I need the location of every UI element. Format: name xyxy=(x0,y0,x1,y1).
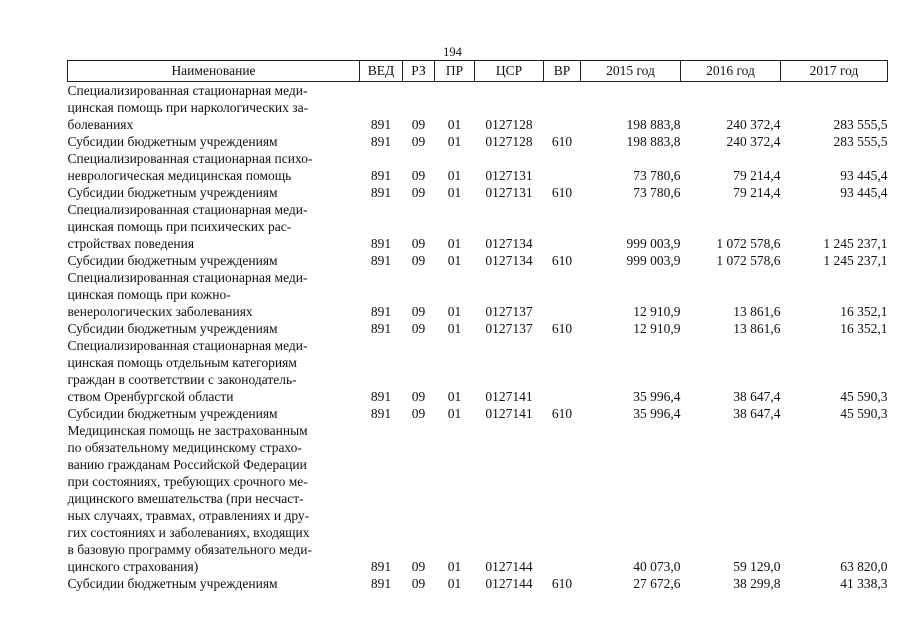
header-vr: ВР xyxy=(544,61,581,82)
row-csr: 0127137 xyxy=(485,304,533,319)
row-csr: 0127144 xyxy=(485,576,533,591)
row-2016: 79 214,4 xyxy=(733,185,781,200)
row-pr: 01 xyxy=(447,389,462,404)
row-ved: 891 xyxy=(370,134,392,149)
row-ved: 891 xyxy=(370,406,392,421)
row-vr: 610 xyxy=(551,321,573,336)
row-name: Субсидии бюджетным учреждениям xyxy=(67,576,278,591)
row-rz: 09 xyxy=(411,117,426,132)
row-2016: 13 861,6 xyxy=(733,304,781,319)
row-rz: 09 xyxy=(411,168,426,183)
row-rz: 09 xyxy=(411,321,426,336)
row-name: Субсидии бюджетным учреждениям xyxy=(67,185,278,200)
row-2016: 38 299,8 xyxy=(733,576,781,591)
row-vr: 610 xyxy=(551,134,573,149)
row-2016: 59 129,0 xyxy=(733,559,781,574)
table-row xyxy=(68,133,888,150)
row-name: Субсидии бюджетным учреждениям xyxy=(67,321,278,336)
page-number: 194 xyxy=(443,45,462,59)
table-row xyxy=(68,405,888,422)
row-2015: 35 996,4 xyxy=(633,389,681,404)
row-vr xyxy=(544,82,581,134)
row-2017: 41 338,3 xyxy=(840,576,888,591)
row-2016: 13 861,6 xyxy=(733,321,781,336)
row-2015: 12 910,9 xyxy=(633,304,681,319)
row-vr: 610 xyxy=(551,576,573,591)
row-2017: 16 352,1 xyxy=(840,321,888,336)
header-2016: 2016 год xyxy=(681,61,781,82)
row-2017: 1 245 237,1 xyxy=(823,253,888,268)
row-name: Специализированная стационарная меди- цинская помощь при наркологических за- болеваниях xyxy=(67,83,309,132)
row-rz: 09 xyxy=(411,559,426,574)
row-csr: 0127134 xyxy=(485,253,533,268)
row-name: Субсидии бюджетным учреждениям xyxy=(67,134,278,149)
row-2017: 45 590,3 xyxy=(840,406,888,421)
row-csr: 0127131 xyxy=(485,185,533,200)
row-pr: 01 xyxy=(447,576,462,591)
row-ved: 891 xyxy=(370,168,392,183)
row-csr: 0127141 xyxy=(485,406,533,421)
row-vr: 610 xyxy=(551,253,573,268)
header-2015: 2015 год xyxy=(581,61,681,82)
row-2015: 40 073,0 xyxy=(633,559,681,574)
row-vr: 610 xyxy=(551,185,573,200)
header-2017: 2017 год xyxy=(781,61,888,82)
row-ved: 891 xyxy=(370,117,392,132)
row-2015: 198 883,8 xyxy=(626,134,681,149)
row-csr: 0127141 xyxy=(485,389,533,404)
row-pr: 01 xyxy=(447,185,462,200)
table-row xyxy=(68,201,888,252)
row-2016: 38 647,4 xyxy=(733,389,781,404)
row-2017: 283 555,5 xyxy=(833,134,888,149)
table-row xyxy=(68,252,888,269)
table-body xyxy=(68,82,888,593)
row-vr xyxy=(544,337,581,405)
row-csr: 0127144 xyxy=(485,559,533,574)
row-2016: 1 072 578,6 xyxy=(716,236,781,251)
row-vr xyxy=(544,422,581,575)
row-ved: 891 xyxy=(370,304,392,319)
budget-table xyxy=(67,60,888,592)
row-rz: 09 xyxy=(411,304,426,319)
row-ved: 891 xyxy=(370,236,392,251)
row-2017: 93 445,4 xyxy=(840,185,888,200)
row-csr: 0127137 xyxy=(485,321,533,336)
table-row xyxy=(68,150,888,184)
row-2016: 240 372,4 xyxy=(726,117,781,132)
row-ved: 891 xyxy=(370,321,392,336)
row-2015: 73 780,6 xyxy=(633,185,681,200)
row-pr: 01 xyxy=(447,236,462,251)
row-ved: 891 xyxy=(370,253,392,268)
row-csr: 0127134 xyxy=(485,236,533,251)
row-2016: 240 372,4 xyxy=(726,134,781,149)
table-row xyxy=(68,82,888,134)
row-ved: 891 xyxy=(370,185,392,200)
header-name: Наименование xyxy=(68,61,360,82)
row-csr: 0127128 xyxy=(485,134,533,149)
row-name: Специализированная стационарная психо- неврологическая медицинская помощь xyxy=(67,151,313,183)
row-2016: 1 072 578,6 xyxy=(716,253,781,268)
row-csr: 0127128 xyxy=(485,117,533,132)
row-2017: 45 590,3 xyxy=(840,389,888,404)
row-rz: 09 xyxy=(411,389,426,404)
row-2017: 93 445,4 xyxy=(840,168,888,183)
row-2015: 73 780,6 xyxy=(633,168,681,183)
row-2017: 1 245 237,1 xyxy=(823,236,888,251)
row-2017: 63 820,0 xyxy=(840,559,888,574)
row-2016: 79 214,4 xyxy=(733,168,781,183)
row-2015: 27 672,6 xyxy=(633,576,681,591)
row-2015: 999 003,9 xyxy=(626,236,681,251)
row-ved: 891 xyxy=(370,389,392,404)
header-csr: ЦСР xyxy=(475,61,544,82)
row-vr xyxy=(544,201,581,252)
table-row xyxy=(68,269,888,320)
row-2016: 38 647,4 xyxy=(733,406,781,421)
row-rz: 09 xyxy=(411,185,426,200)
row-vr xyxy=(544,269,581,320)
row-rz: 09 xyxy=(411,253,426,268)
row-vr xyxy=(544,150,581,184)
row-pr: 01 xyxy=(447,321,462,336)
row-2017: 283 555,5 xyxy=(833,117,888,132)
row-name: Субсидии бюджетным учреждениям xyxy=(67,406,278,421)
row-name: Специализированная стационарная меди- цинская помощь отдельным категориям граждан в соответствии с законодатель- ством Оренбургской области xyxy=(67,338,308,404)
row-rz: 09 xyxy=(411,406,426,421)
row-2015: 198 883,8 xyxy=(626,117,681,132)
row-pr: 01 xyxy=(447,168,462,183)
row-name: Субсидии бюджетным учреждениям xyxy=(67,253,278,268)
row-pr: 01 xyxy=(447,406,462,421)
row-name: Специализированная стационарная меди- цинская помощь при кожно- венерологических заболеваниях xyxy=(67,270,308,319)
row-ved: 891 xyxy=(370,559,392,574)
row-ved: 891 xyxy=(370,576,392,591)
row-rz: 09 xyxy=(411,576,426,591)
row-pr: 01 xyxy=(447,304,462,319)
header-ved: ВЕД xyxy=(360,61,403,82)
row-name: Специализированная стационарная меди- цинская помощь при психических рас- стройствах поведения xyxy=(67,202,308,251)
table-header-row xyxy=(68,61,888,82)
row-2015: 12 910,9 xyxy=(633,321,681,336)
row-vr: 610 xyxy=(551,406,573,421)
table-row xyxy=(68,320,888,337)
row-rz: 09 xyxy=(411,134,426,149)
table-row xyxy=(68,422,888,575)
row-pr: 01 xyxy=(447,253,462,268)
header-rz: РЗ xyxy=(403,61,435,82)
row-pr: 01 xyxy=(447,117,462,132)
row-2015: 999 003,9 xyxy=(626,253,681,268)
table-row xyxy=(68,575,888,592)
row-2017: 16 352,1 xyxy=(840,304,888,319)
table-row xyxy=(68,337,888,405)
row-2015: 35 996,4 xyxy=(633,406,681,421)
row-pr: 01 xyxy=(447,559,462,574)
header-pr: ПР xyxy=(435,61,475,82)
row-name: Медицинская помощь не застрахованным по обязательному медицинскому страхо- ванию гражданам Российской Федерации при состояниях, требующих срочного ме- дицинского вмешательства (при несчаст- ных случаях, травмах, отравлениях и дру- гих состояниях и заболеваниях, входящих в базовую программу обязательного меди- цинского страхования) xyxy=(67,423,312,574)
row-rz: 09 xyxy=(411,236,426,251)
row-pr: 01 xyxy=(447,134,462,149)
table-row xyxy=(68,184,888,201)
row-csr: 0127131 xyxy=(485,168,533,183)
